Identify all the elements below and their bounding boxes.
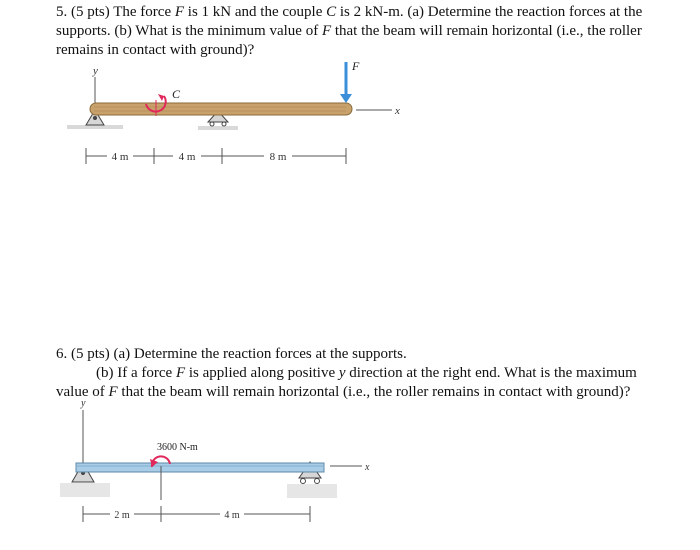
x-axis-label: x bbox=[395, 105, 400, 117]
problem-number: 6. bbox=[56, 346, 68, 362]
points-label: (5 pts) bbox=[71, 346, 110, 362]
problem-number: 5. bbox=[56, 4, 68, 20]
force-label: F bbox=[352, 59, 360, 73]
dim-label: 4 m bbox=[224, 510, 240, 521]
variable-y: y bbox=[338, 365, 346, 381]
ground bbox=[60, 483, 110, 497]
dim-label: 2 m bbox=[114, 510, 130, 521]
moment-label: 3600 N-m bbox=[157, 442, 198, 453]
y-axis-label: y bbox=[93, 65, 98, 77]
roller-wheel bbox=[315, 479, 320, 484]
text-fragment: is applied along positive bbox=[188, 365, 336, 381]
variable-F: F bbox=[321, 23, 332, 39]
variable-F: F bbox=[174, 4, 185, 20]
text-fragment: (b) If a force bbox=[96, 365, 173, 381]
x-axis-label: x bbox=[365, 462, 370, 473]
ground bbox=[287, 484, 337, 498]
y-axis-label: y bbox=[81, 398, 86, 409]
steel-beam bbox=[76, 463, 324, 472]
part-a: (a) Determine the reaction forces at the supports. bbox=[113, 346, 407, 362]
points-label: (5 pts) bbox=[71, 4, 110, 20]
dim-label: 8 m bbox=[269, 151, 287, 163]
variable-F: F bbox=[175, 365, 186, 381]
couple-label: C bbox=[172, 87, 181, 101]
variable-F: F bbox=[108, 384, 118, 400]
dimension-line bbox=[83, 506, 310, 522]
variable-C: C bbox=[326, 4, 337, 20]
roller-wheel bbox=[301, 479, 306, 484]
text-fragment: is 2 kN-m. (a) Determine the reaction forces at the supports. (b) What is the minimum value of bbox=[56, 4, 643, 39]
text-fragment: that the beam will remain horizontal (i.e., the roller remains in contact with ground)? bbox=[121, 384, 631, 400]
dim-label: 4 m bbox=[111, 151, 129, 163]
text-fragment: direction at the right end. What is the maximum bbox=[349, 365, 637, 381]
text-fragment: that the beam will remain horizontal (i.e., the roller remains in contact with ground)? bbox=[56, 23, 642, 58]
text-fragment: The force bbox=[113, 4, 172, 20]
text-fragment: is 1 kN and the couple bbox=[187, 4, 323, 20]
dim-label: 4 m bbox=[178, 151, 196, 163]
text-fragment: value of bbox=[56, 384, 105, 400]
